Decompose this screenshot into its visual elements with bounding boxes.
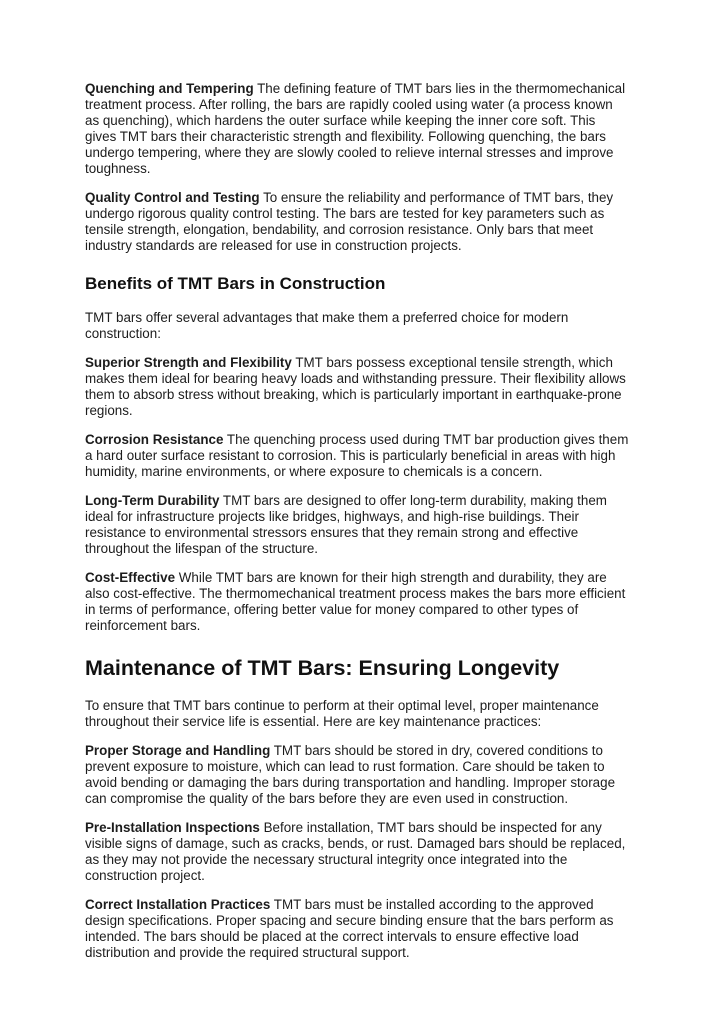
paragraph-lead-storage: Proper Storage and Handling: [85, 743, 271, 758]
paragraph-lead-cost: Cost-Effective: [85, 570, 176, 585]
paragraph-cost-effective: [85, 570, 630, 634]
paragraph-text-quality: To ensure the reliability and performance of TMT bars, they undergo rigorous quality control testing. The bars are tested for key parameters such as tensile strength, elongation, bendability, and corrosion resistance. Only bars that meet industry standards are released for use in construction projects.: [85, 190, 614, 253]
paragraph-benefits-intro: [85, 310, 630, 342]
paragraph-quenching-tempering: [85, 81, 630, 177]
paragraph-lead-installation: Correct Installation Practices: [85, 897, 271, 912]
paragraph-text-inspection: Before installation, TMT bars should be inspected for any visible signs of damage, such as cracks, bends, or rust. Damaged bars should be replaced, as they may not provide the necessary structural integrity once integrated into the construction project.: [85, 820, 626, 883]
paragraph-text-maintenance-intro: To ensure that TMT bars continue to perform at their optimal level, proper maintenance throughout their service life is essential. Here are key maintenance practices:: [85, 698, 599, 729]
paragraph-lead-inspection: Pre-Installation Inspections: [85, 820, 260, 835]
paragraph-lead-durability: Long-Term Durability: [85, 493, 220, 508]
section-heading-maintenance: Maintenance of TMT Bars: Ensuring Longevity: [85, 656, 560, 680]
paragraph-text-cost: While TMT bars are known for their high strength and durability, they are also cost-effective. The thermomechanical treatment process makes the bars more efficient in terms of performance, offering better value for money compared to other types of reinforcement bars.: [85, 570, 626, 633]
paragraph-lead-quality: Quality Control and Testing: [85, 190, 260, 205]
paragraph-proper-storage: [85, 743, 630, 807]
paragraph-lead-strength: Superior Strength and Flexibility: [85, 355, 292, 370]
paragraph-corrosion-resistance: [85, 432, 630, 480]
paragraph-text-strength: TMT bars possess exceptional tensile strength, which makes them ideal for bearing heavy loads and withstanding pressure. Their flexibility allows them to absorb stress without breaking, which is particularly important in earthquake-prone regions.: [85, 355, 626, 418]
paragraph-text-storage: TMT bars should be stored in dry, covered conditions to prevent exposure to moisture, which can lead to rust formation. Care should be taken to avoid bending or damaging the bars during transportation and handling. Improper storage can compromise the quality of the bars before they are even used in construction.: [85, 743, 616, 806]
paragraph-text-corrosion: The quenching process used during TMT bar production gives them a hard outer surface resistant to corrosion. This is particularly beneficial in areas with high humidity, marine environments, or where exposure to chemicals is a concern.: [85, 432, 629, 479]
paragraph-lead-corrosion: Corrosion Resistance: [85, 432, 224, 447]
paragraph-text-quenching: The defining feature of TMT bars lies in the thermomechanical treatment process. After rolling, the bars are rapidly cooled using water (a process known as quenching), which hardens the outer surface while keeping the inner core soft. This gives TMT bars their characteristic strength and flexibility. Following quenching, the bars undergo tempering, where they are slowly cooled to relieve internal stresses and improve toughness.: [85, 81, 626, 176]
paragraph-superior-strength: [85, 355, 630, 419]
paragraph-long-term-durability: [85, 493, 630, 557]
paragraph-text-benefits-intro: TMT bars offer several advantages that make them a preferred choice for modern construction:: [85, 310, 569, 341]
paragraph-quality-control: [85, 190, 630, 254]
paragraph-text-installation: TMT bars must be installed according to the approved design specifications. Proper spacing and secure binding ensure that the bars perform as intended. The bars should be placed at the correct intervals to ensure effective load distribution and provide the required structural support.: [85, 897, 614, 960]
paragraph-maintenance-intro: [85, 698, 630, 730]
section-heading-benefits: Benefits of TMT Bars in Construction: [85, 274, 386, 293]
paragraph-pre-installation-inspections: [85, 820, 630, 884]
paragraph-lead-quenching: Quenching and Tempering: [85, 81, 254, 96]
paragraph-correct-installation: [85, 897, 630, 961]
paragraph-text-durability: TMT bars are designed to offer long-term durability, making them ideal for infrastructure projects like bridges, highways, and high-rise buildings. Their resistance to environmental stressors ensures that they remain strong and effective throughout the lifespan of the structure.: [85, 493, 607, 556]
